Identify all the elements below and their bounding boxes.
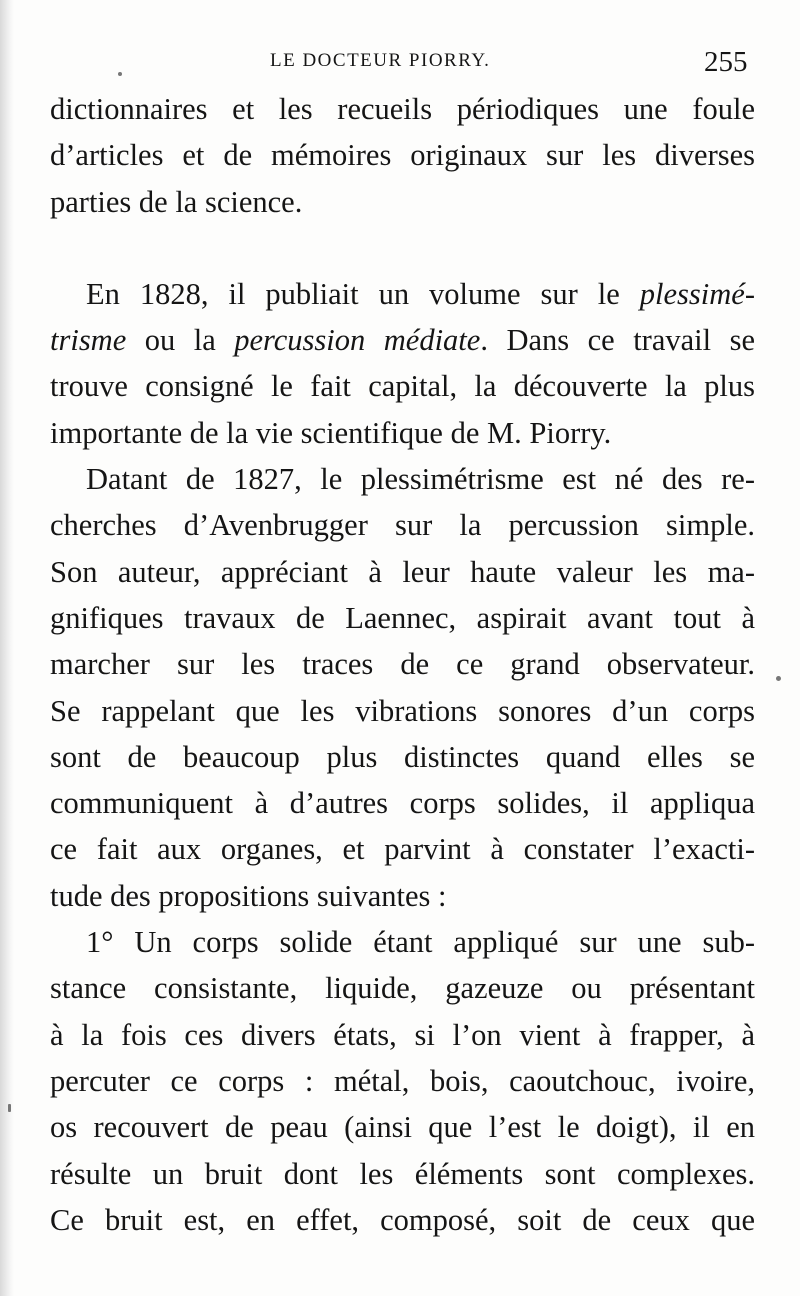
text-line: marcher sur les traces de ce grand observateur. (50, 647, 755, 682)
text-line: cherches d’Avenbrugger sur la percussion simple. (50, 508, 755, 543)
text-line: Se rappelant que les vibrations sonores d’un corps (50, 693, 755, 728)
page-edge-shadow (0, 0, 14, 1296)
print-speck (8, 1104, 11, 1112)
text-line: os recouvert de peau (ainsi que l’est le doigt), il en (50, 1110, 755, 1145)
text-line: communiquent à d’autres corps solides, il appliqua (50, 786, 755, 821)
text-line (50, 271, 755, 317)
text-line: ce fait aux organes, et parvint à constater l’exacti- (50, 832, 755, 867)
text-line: percuter ce corps : métal, bois, caoutchouc, ivoire, (50, 1063, 755, 1098)
text-line: gnifiques travaux de Laennec, aspirait avant tout à (50, 600, 755, 635)
text-line: à la fois ces divers états, si l’on vient à frapper, à (50, 1017, 755, 1052)
body-text (50, 86, 755, 1243)
text-line (50, 317, 755, 363)
italic-term: percussion médiate (234, 323, 481, 358)
text-line: tude des propositions suivantes : (50, 878, 447, 913)
text-line: trouve consigné le fait capital, la découverte la plus (50, 369, 755, 404)
text-line: 1° Un corps solide étant appliqué sur une sub- (86, 925, 755, 960)
running-title: LE DOCTEUR PIORRY. (270, 50, 491, 71)
italic-term: plessimé- (639, 276, 755, 311)
text-line: dictionnaires et les recueils périodiques une foule (50, 92, 755, 126)
text-run: En 1828, il publiait un volume sur le (86, 276, 640, 311)
print-speck (118, 72, 122, 76)
print-speck (776, 676, 781, 681)
text-line: parties de la science. (50, 184, 303, 219)
page-number: 255 (704, 46, 748, 78)
text-line: résulte un bruit dont les éléments sont complexes. (50, 1156, 755, 1191)
text-line: stance consistante, liquide, gazeuze ou présentant (50, 971, 755, 1006)
text-line: d’articles et de mémoires originaux sur les diverses (50, 138, 755, 173)
text-run: . Dans ce travail se (480, 323, 755, 358)
italic-term: trisme (50, 323, 127, 358)
text-run: ou la (126, 323, 235, 358)
text-line: importante de la vie scientifique de M. Piorry. (50, 415, 612, 450)
text-line: Son auteur, appréciant à leur haute valeur les ma- (50, 554, 755, 589)
text-line: Ce bruit est, en effet, composé, soit de ceux que (50, 1202, 755, 1237)
paragraph-gap (50, 225, 755, 271)
text-line: Datant de 1827, le plessimétrisme est né des re- (86, 462, 755, 497)
text-line: sont de beaucoup plus distinctes quand elles se (50, 739, 755, 774)
